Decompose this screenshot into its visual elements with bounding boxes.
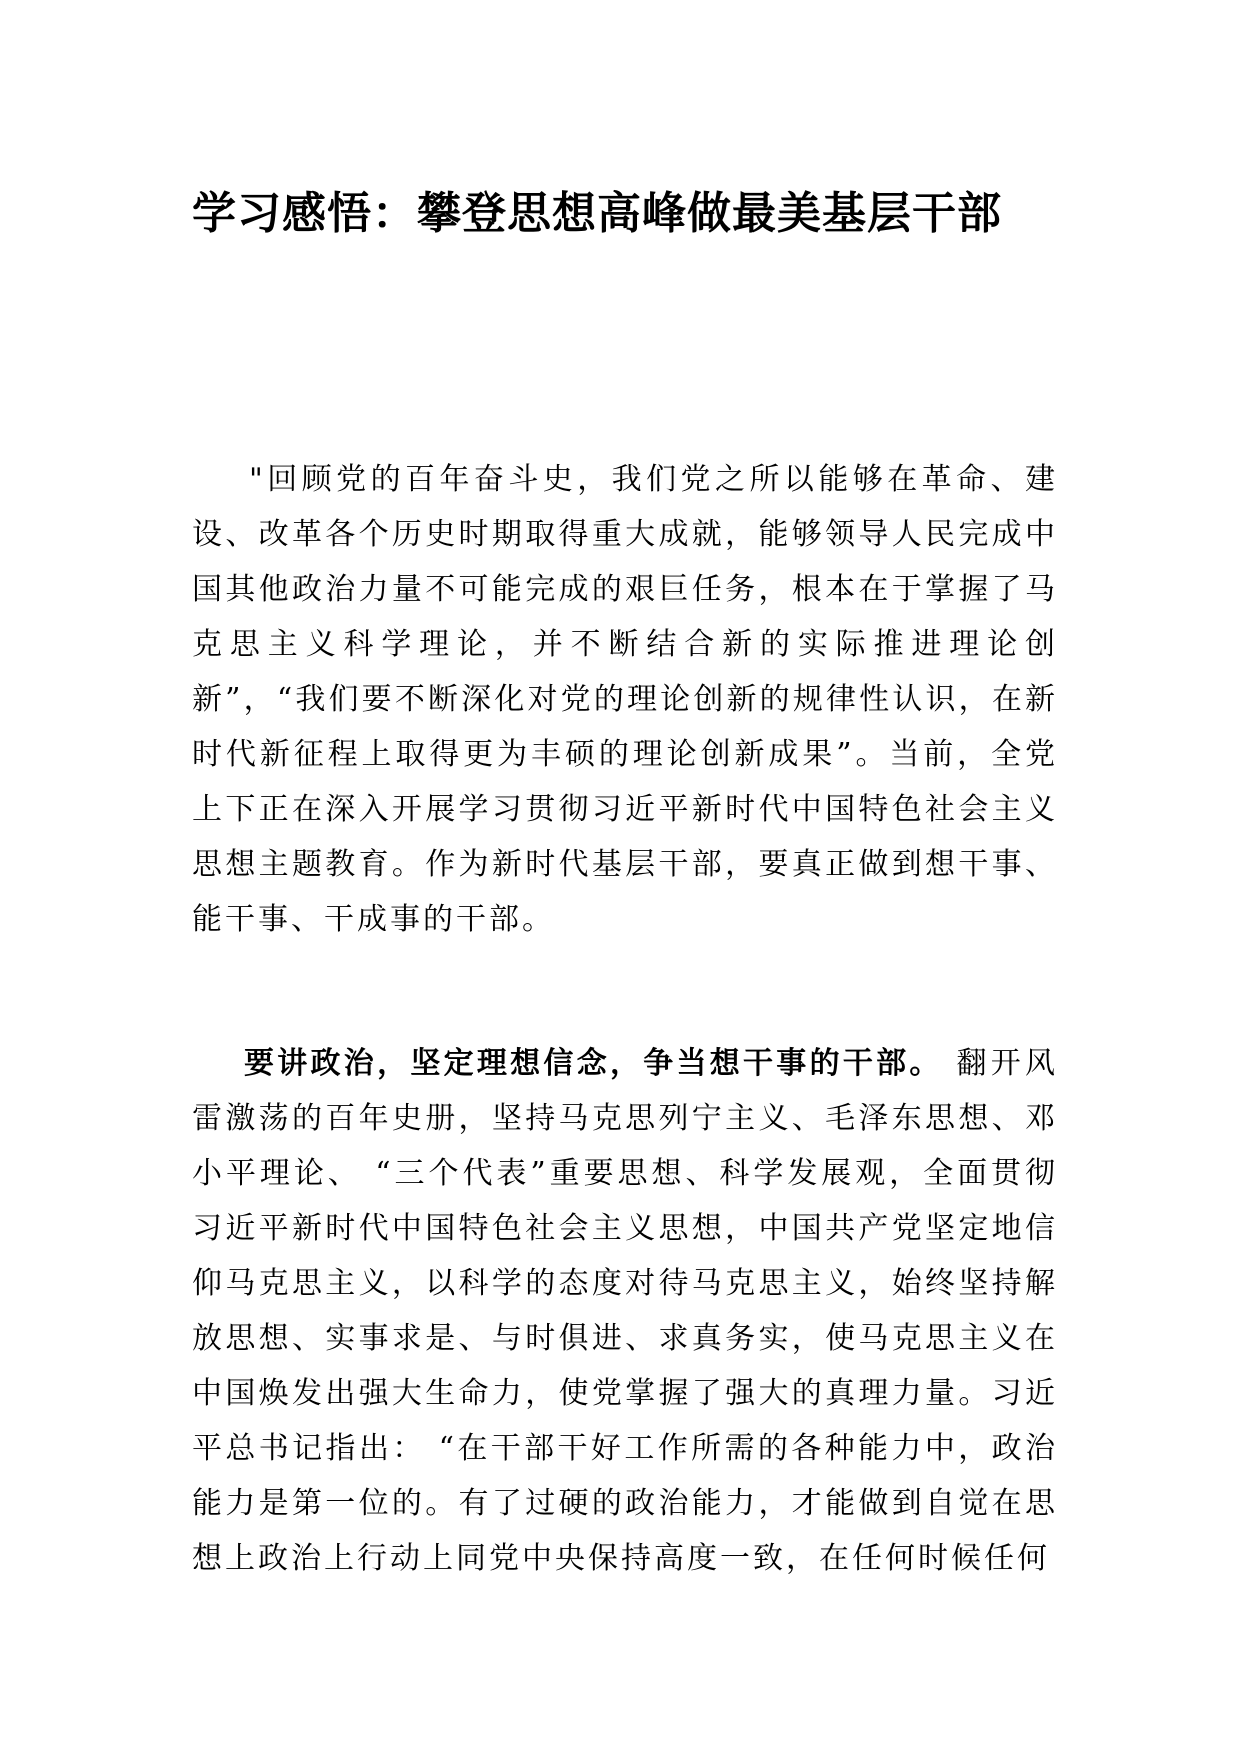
paragraph-lead-heading: 要讲政治，坚定理想信念，争当想干事的干部。: [244, 1046, 943, 1081]
paragraph-politics: [192, 1036, 1058, 1586]
paragraph-intro: "回顾党的百年奋斗史，我们党之所以能够在革命、建设、改革各个历史时期取得重大成就，能够领导人民完成中国其他政治力量不可能完成的艰巨任务，根本在于掌握了马克思主义科学理论，并不断结合新的实际推进理论创新”，“我们要不断深化对党的理论创新的规律性认识，在新时代新征程上取得更为丰硕的理论创新成果”。当前，全党上下正在深入开展学习贯彻习近平新时代中国特色社会主义思想主题教育。作为新时代基层干部，要真正做到想干事、能干事、干成事的干部。: [192, 462, 1058, 937]
paragraph-body-text: 翻开风雷激荡的百年史册，坚持马克思列宁主义、毛泽东思想、邓小平理论、 “三个代表”重要思想、科学发展观，全面贯彻习近平新时代中国特色社会主义思想，中国共产党坚定地信仰马克思主义，以科学的态度对待马克思主义，始终坚持解放思想、实事求是、与时俱进、求真务实，使马克思主义在中国焕发出强大生命力，使党掌握了强大的真理力量。习近平总书记指出： “在干部干好工作所需的各种能力中，政治能力是第一位的。有了过硬的政治能力，才能做到自觉在思想上政治上行动上同党中央保持高度一致，在任何时候任何: [192, 1046, 1058, 1576]
document-title: 学习感悟：攀登思想高峰做最美基层干部: [192, 188, 1002, 239]
